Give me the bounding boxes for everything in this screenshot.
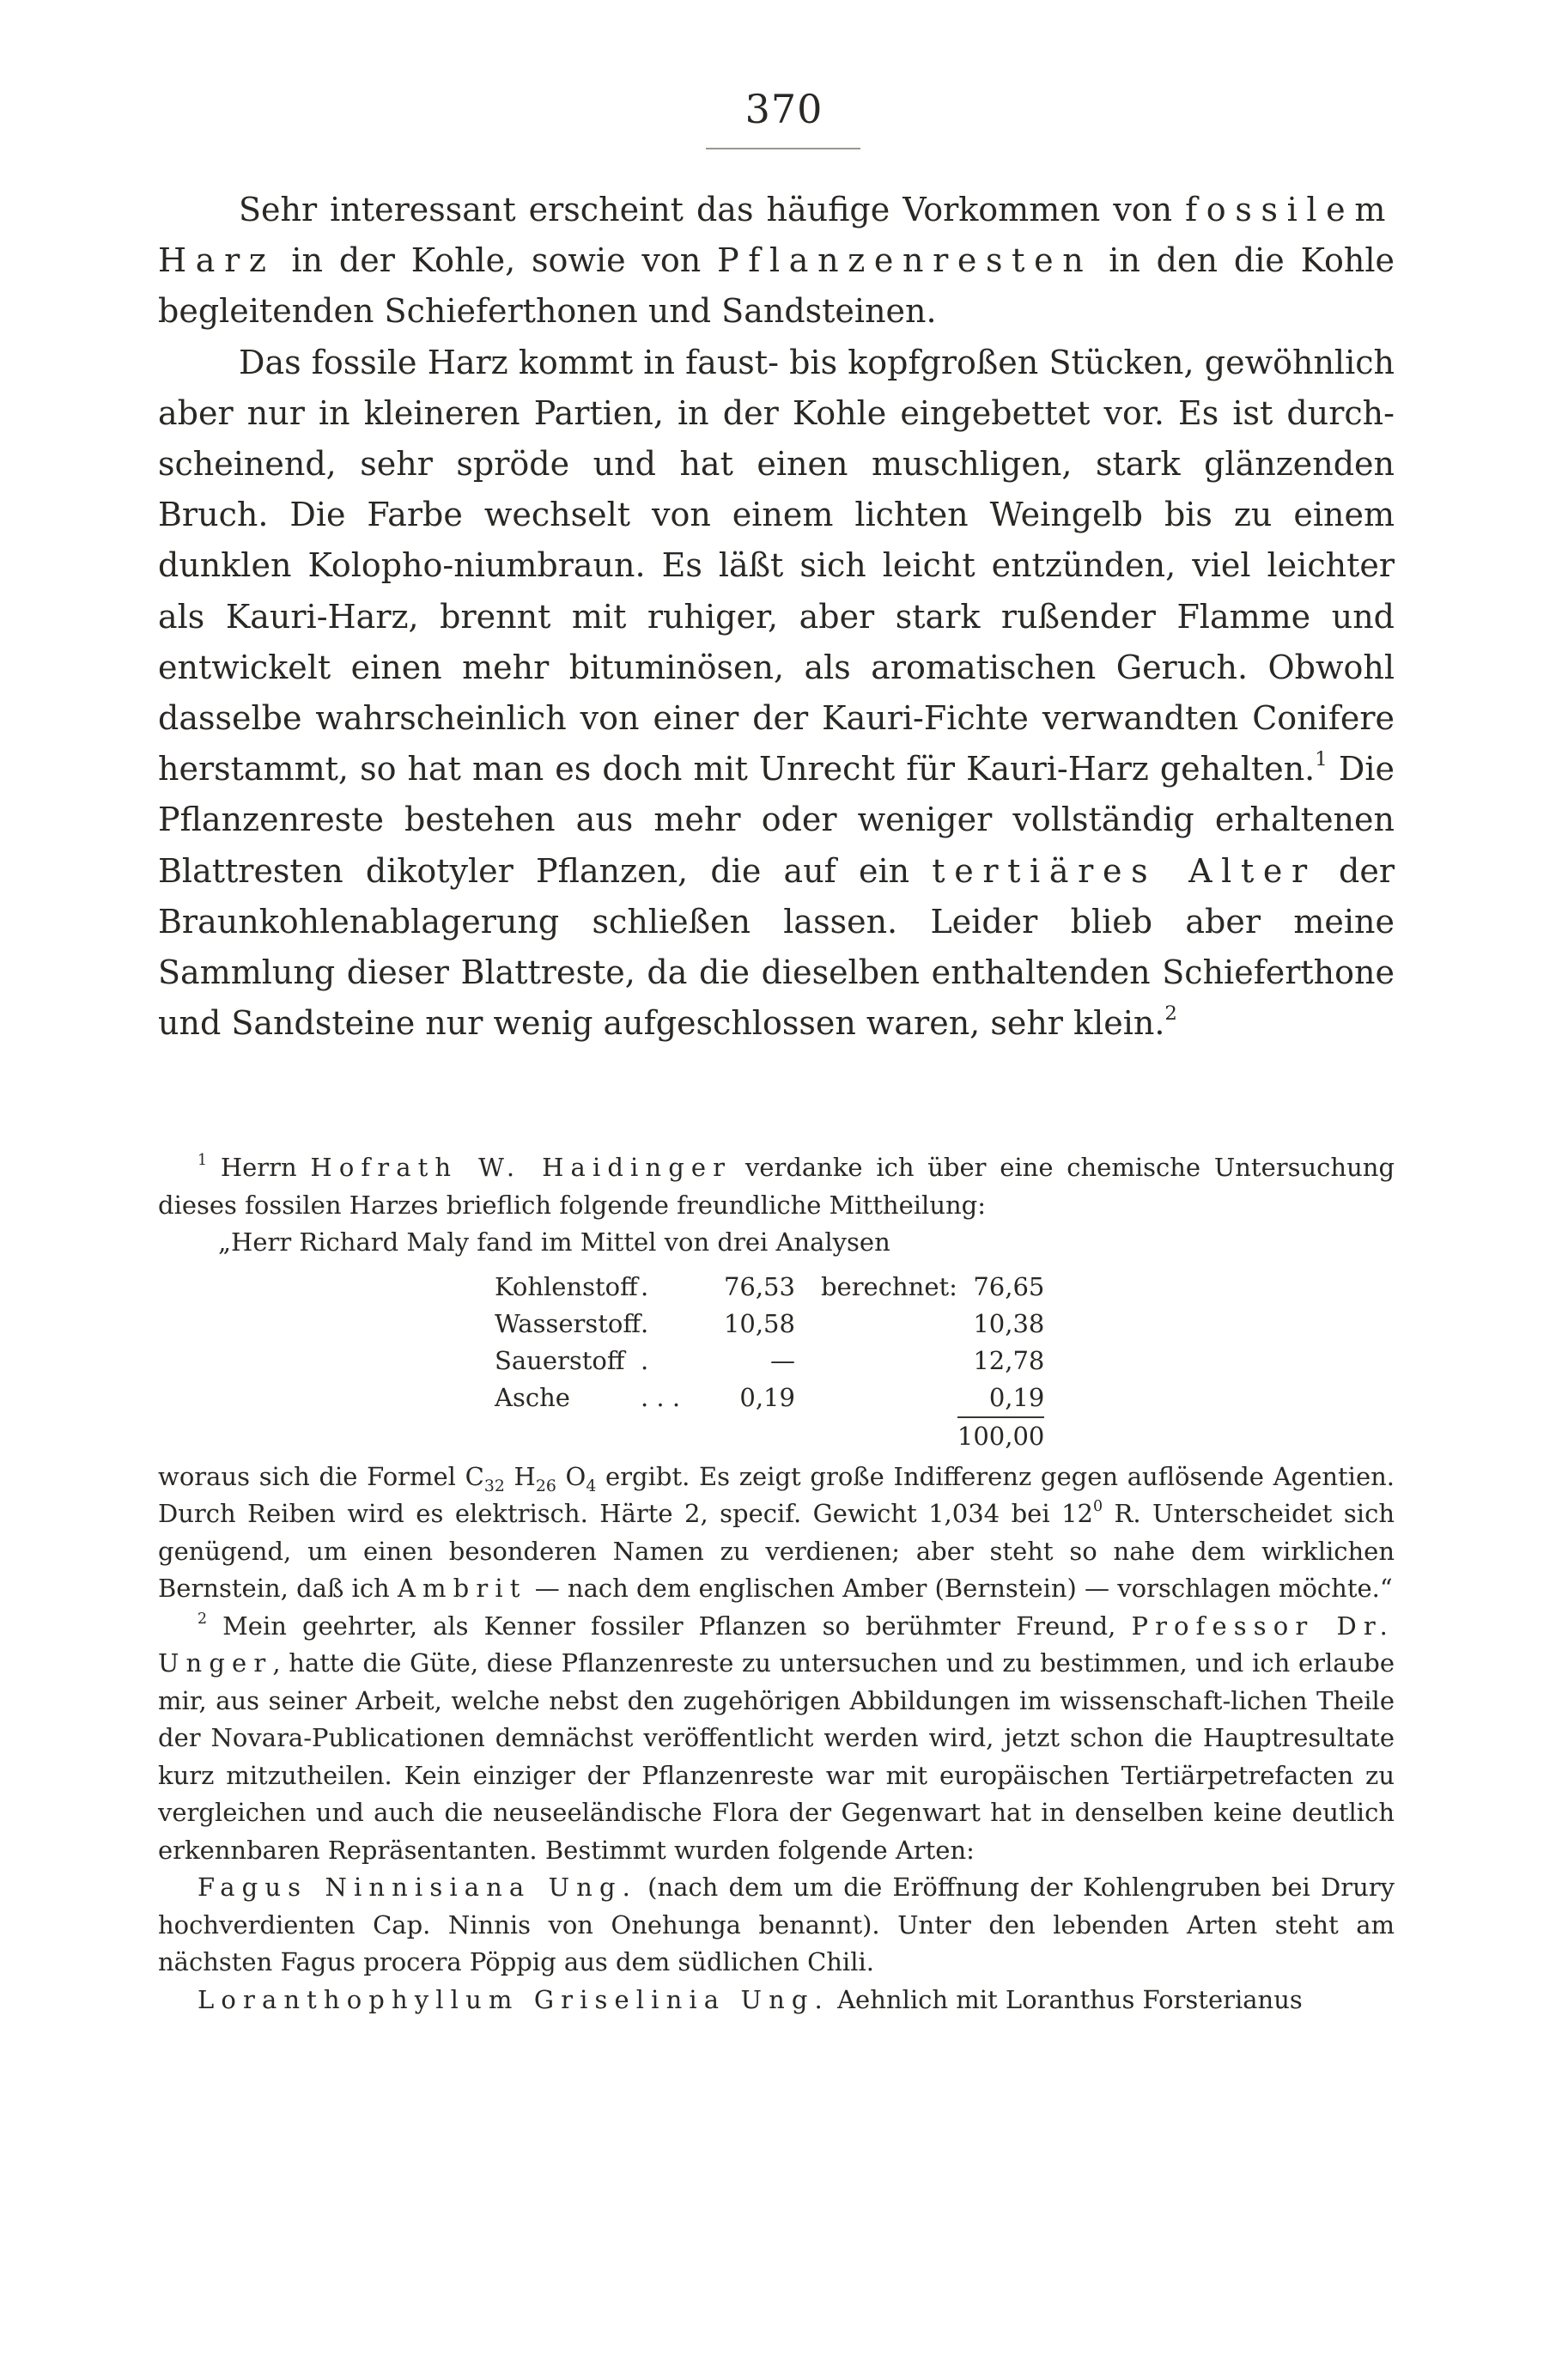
analysis-total-row xyxy=(495,1417,1044,1455)
formula-text-a: woraus sich die Formel C xyxy=(158,1461,484,1491)
species-text-loranthophyllum: Aehnlich mit Loranthus Forsterianus xyxy=(829,1984,1303,2014)
analysis-row xyxy=(495,1306,1044,1343)
footnote-ref-1[interactable]: 1 xyxy=(1315,748,1328,771)
calc-value: 0,19 xyxy=(957,1379,1044,1417)
species-entry-fagus xyxy=(158,1869,1395,1982)
main-text xyxy=(158,185,1395,1049)
found-value: 76,53 xyxy=(723,1271,795,1301)
footnotes xyxy=(158,1149,1395,2019)
element-name: Wasserstoff xyxy=(495,1308,641,1338)
analysis-row xyxy=(495,1379,1044,1417)
paragraph-1-text-a: Sehr interessant erscheint das häufige Vorkommen von xyxy=(239,191,1186,228)
footnote-ref-2[interactable]: 2 xyxy=(1164,1002,1177,1026)
footnote-2 xyxy=(158,1608,1395,1870)
calc-value: 76,65 xyxy=(973,1271,1045,1301)
formula-text-c: R. Unterscheidet sich genügend, um einen besonderen Namen zu verdienen; aber steht so nahe dem wirklichen Bernstein, daß ich xyxy=(158,1499,1395,1603)
found-value: 10,58 xyxy=(723,1308,795,1338)
emphasis-ambrit: Ambrit xyxy=(397,1574,527,1603)
element-name: Kohlenstoff xyxy=(495,1271,638,1301)
formula-o-count: 4 xyxy=(586,1477,597,1495)
paragraph-2-text-c: der Braunkohlenablagerung schließen lassen. Leider blieb aber meine Sammlung dieser Blattreste, da die dieselben enthaltenden Schieferthone und Sandsteine nur wenig aufgeschlossen waren, sehr klein. xyxy=(158,851,1395,1043)
leader-dots: . xyxy=(640,1308,649,1338)
footnote-1-mark: 1 xyxy=(198,1151,208,1169)
footnote-2-text-b: , hatte die Güte, diese Pflanzenreste zu untersuchen und zu bestimmen, und ich erlaube mir, aus seiner Arbeit, welche nebst den zugehörigen Abbildungen im wissenschaft-lichen Theile der Novara-Publicationen demnächst veröffentlicht werden wird, jetzt schon die Hauptresultate kurz mitzutheilen. Kein einziger der Pflanzenreste war mit europäischen Tertiärpetrefacten zu vergleichen und auch die neuseeländische Flora der Gegenwart hat in denselben keine deutlich erkennbaren Repräsentanten. Bestimmt wurden folgende Arten: xyxy=(158,1648,1395,1865)
footnote-1-intro-a: Herrn xyxy=(207,1153,311,1182)
footnote-1-quote-line: „Herr Richard Maly fand im Mittel von drei Analysen xyxy=(218,1227,890,1257)
degree-mark: 0 xyxy=(1092,1497,1103,1515)
page-number: 370 xyxy=(744,86,824,132)
emphasis-professor-unger: Professor Dr. Unger xyxy=(158,1611,1395,1678)
formula-h-count: 26 xyxy=(535,1477,556,1495)
footnote-1-person: Hofrath W. Haidinger xyxy=(310,1153,732,1182)
footnote-1-continuation xyxy=(158,1459,1395,1608)
calc-value: 10,38 xyxy=(973,1308,1045,1338)
element-name: Asche xyxy=(495,1383,570,1412)
header-rule xyxy=(706,148,860,149)
element-name: Sauerstoff xyxy=(495,1345,625,1375)
footnote-2-text-a: Mein geehrter, als Kenner fossiler Pflanzen so berühmter Freund, xyxy=(207,1611,1132,1641)
paragraph-1-text-c: in den die Kohle begleitenden Schieferthonen und Sandsteinen. xyxy=(158,241,1395,331)
calc-value: 12,78 xyxy=(973,1345,1045,1375)
emphasis-tertiary-age: tertiäres Alter xyxy=(932,851,1316,890)
paragraph-2 xyxy=(158,338,1395,1050)
footnote-2-mark: 2 xyxy=(198,1610,208,1628)
formula-o: O xyxy=(556,1461,586,1491)
found-value: 0,19 xyxy=(739,1383,795,1412)
footnote-1-intro-b: verdanke ich über eine chemische Untersuchung dieses fossilen Harzes brieflich folgende freundliche Mittheilung: xyxy=(158,1153,1395,1220)
leader-dots: . . . xyxy=(640,1383,681,1412)
found-value: — xyxy=(769,1345,795,1375)
species-name-fagus: Fagus Ninnisiana Ung. xyxy=(198,1873,637,1902)
formula-text-b: ergibt. Es zeigt große Indifferenz gegen auflösende Agentien. Durch Reiben wird es elektrisch. Härte 2, specif. Gewicht 1,034 bei 12 xyxy=(158,1461,1395,1528)
leader-dots: . xyxy=(640,1271,649,1301)
formula-h: H xyxy=(504,1461,536,1491)
analysis-row xyxy=(495,1343,1044,1379)
species-entry-loranthophyllum xyxy=(158,1982,1395,2019)
species-text-fagus: (nach dem um die Eröffnung der Kohlengruben bei Drury hochverdienten Cap. Ninnis von Onehunga benannt). Unter den lebenden Arten steht am nächsten Fagus procera Pöppig aus dem südlichen Chili. xyxy=(158,1873,1395,1976)
analysis-row xyxy=(495,1269,1044,1306)
analysis-table xyxy=(495,1269,1044,1455)
paragraph-2-text-a: Das fossile Harz kommt in faust- bis kopfgroßen Stücken, gewöhnlich aber nur in kleineren Partien, in der Kohle eingebettet vor. Es ist durch-scheinend, sehr spröde und hat einen muschligen, stark glänzenden Bruch. Die Farbe wechselt von einem lichten Weingelb bis zu einem dunklen Kolopho-niumbraun. Es läßt sich leicht entzünden, viel leichter als Kauri-Harz, brennt mit ruhiger, aber stark rußender Flamme und entwickelt einen mehr bituminösen, als aromatischen Geruch. Obwohl dasselbe wahrscheinlich von einer der Kauri-Fichte verwandten Conifere herstammt, so hat man es doch mit Unrecht für Kauri-Harz gehalten. xyxy=(158,343,1395,789)
paragraph-1-text-b: in der Kohle, sowie von xyxy=(275,241,718,280)
paragraph-2-text-b: Die Pflanzenreste bestehen aus mehr oder weniger vollständig erhaltenen Blattresten dikotyler Pflanzen, die auf ein xyxy=(158,750,1395,890)
total-value: 100,00 xyxy=(957,1421,1045,1451)
formula-text-d: — nach dem englischen Amber (Bernstein) — vorschlagen möchte.“ xyxy=(526,1574,1393,1603)
species-name-loranthophyllum: Loranthophyllum Griselinia Ung. xyxy=(198,1984,830,2014)
paragraph-1 xyxy=(158,185,1395,338)
emphasis-plant-remains: Pflanzenresten xyxy=(717,241,1093,280)
leader-dots: . xyxy=(640,1345,649,1375)
calc-label: berechnet: xyxy=(820,1271,957,1301)
formula-c-count: 32 xyxy=(483,1477,505,1495)
emphasis-fossil-resin: fossilem Harz xyxy=(158,191,1395,280)
footnote-1-intro xyxy=(158,1149,1395,1224)
